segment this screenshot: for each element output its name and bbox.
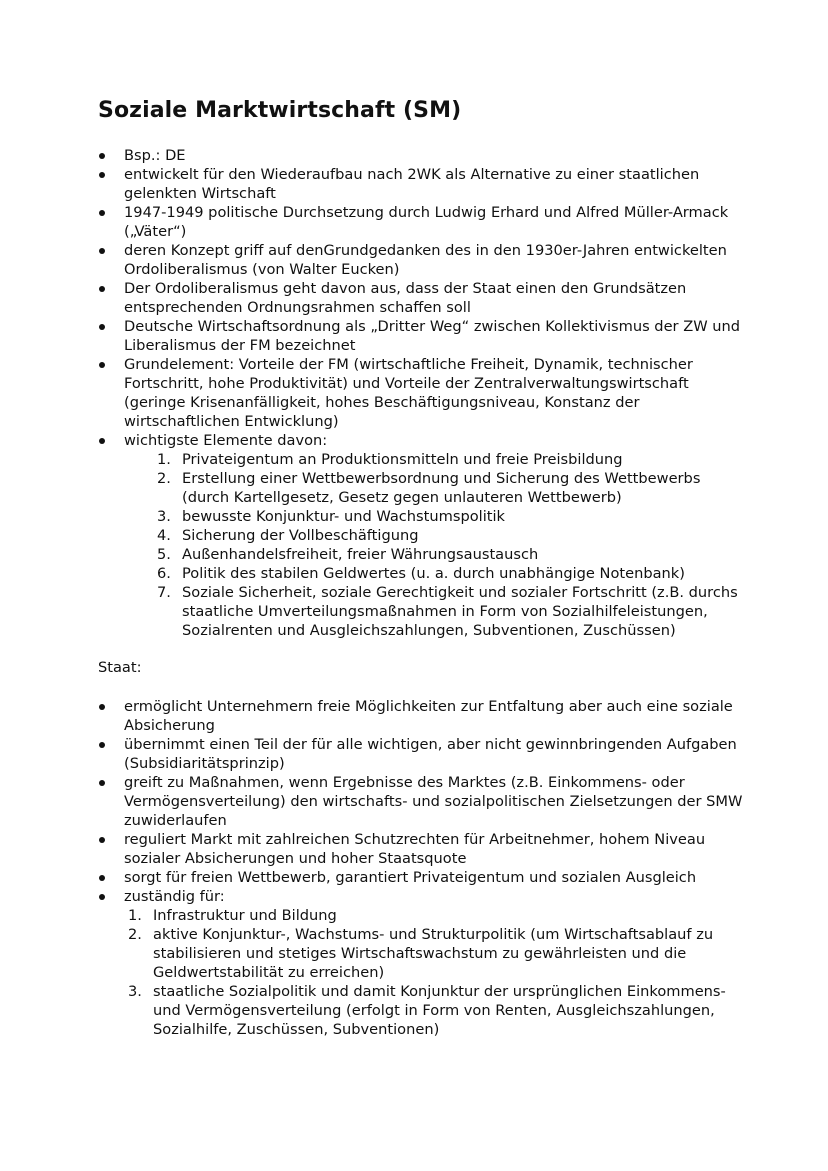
item-number: 2.: [128, 926, 142, 943]
item-number: 3.: [128, 983, 142, 1000]
numbered-item: [128, 906, 748, 925]
item-number: 7.: [157, 584, 171, 601]
numbered-item: [157, 507, 748, 526]
numbered-item: [157, 526, 748, 545]
list-item: greift zu Maßnahmen, wenn Ergebnisse des Marktes (z.B. Einkommens- oder Vermögensverteilung) den wirtschafts- und sozialpolitischen Zielsetzungen der SMW zuwiderlaufen: [98, 773, 748, 830]
list-item-text: wichtigste Elemente davon:: [124, 432, 328, 449]
list-item: ermöglicht Unternehmern freie Möglichkeiten zur Entfaltung aber auch eine soziale Absicherung: [98, 697, 748, 735]
numbered-item: [157, 469, 748, 507]
item-number: 4.: [157, 527, 171, 544]
item-number: 3.: [157, 508, 171, 525]
list-item: Bsp.: DE: [98, 146, 748, 165]
item-text: Sicherung der Vollbeschäftigung: [182, 527, 419, 544]
numbered-item: [128, 925, 748, 982]
item-text: bewusste Konjunktur- und Wachstumspolitik: [182, 508, 505, 525]
list-item: entwickelt für den Wiederaufbau nach 2WK als Alternative zu einer staatlichen gelenkten Wirtschaft: [98, 165, 748, 203]
list-item: übernimmt einen Teil der für alle wichtigen, aber nicht gewinnbringenden Aufgaben (Subsidiaritätsprinzip): [98, 735, 748, 773]
list-item: sorgt für freien Wettbewerb, garantiert Privateigentum und sozialen Ausgleich: [98, 868, 748, 887]
list-item: reguliert Markt mit zahlreichen Schutzrechten für Arbeitnehmer, hohem Niveau sozialer Absicherungen und hoher Staatsquote: [98, 830, 748, 868]
item-text: Privateigentum an Produktionsmitteln und freie Preisbildung: [182, 451, 623, 468]
sm-bullet-list: [98, 146, 748, 640]
item-text: Politik des stabilen Geldwertes (u. a. durch unabhängige Notenbank): [182, 565, 685, 582]
item-text: Außenhandelsfreiheit, freier Währungsaustausch: [182, 546, 539, 563]
list-item: [98, 431, 748, 640]
page-title: Soziale Marktwirtschaft (SM): [98, 98, 462, 123]
list-item: Grundelement: Vorteile der FM (wirtschaftliche Freiheit, Dynamik, technischer Fortschritt, hohe Produktivität) und Vorteile der Zentralverwaltungswirtschaft (geringe Krisenanfälligkeit, hohes Beschäftigungsniveau, Konstanz der wirtschaftlichen Entwicklung): [98, 355, 748, 431]
list-item-text: zuständig für:: [124, 888, 225, 905]
item-number: 6.: [157, 565, 171, 582]
item-text: Infrastruktur und Bildung: [153, 907, 337, 924]
item-text: aktive Konjunktur-, Wachstums- und Strukturpolitik (um Wirtschaftsablauf zu stabilisieren und stetiges Wirtschaftswachstum zu gewährleisten und die Geldwertstabilität zu erreichen): [153, 926, 714, 981]
elements-numbered-list: [157, 450, 748, 640]
item-text: Soziale Sicherheit, soziale Gerechtigkeit und sozialer Fortschritt (z.B. durchs staatliche Umverteilungsmaßnahmen in Form von Sozialhilfeleistungen, Sozialrenten und Ausgleichszahlungen, Subventionen, Zuschüssen): [182, 584, 738, 639]
staat-label: Staat:: [98, 659, 142, 676]
staat-bullet-list: [98, 697, 748, 1039]
list-item: [98, 887, 748, 1039]
list-item: Deutsche Wirtschaftsordnung als „Dritter Weg“ zwischen Kollektivismus der ZW und Liberalismus der FM bezeichnet: [98, 317, 748, 355]
list-item: 1947-1949 politische Durchsetzung durch Ludwig Erhard und Alfred Müller-Armack („Väter“): [98, 203, 748, 241]
item-number: 1.: [128, 907, 142, 924]
numbered-item: [128, 982, 748, 1039]
item-number: 5.: [157, 546, 171, 563]
list-item: deren Konzept griff auf denGrundgedanken des in den 1930er-Jahren entwickelten Ordoliberalismus (von Walter Eucken): [98, 241, 748, 279]
list-item: Der Ordoliberalismus geht davon aus, dass der Staat einen den Grundsätzen entsprechenden Ordnungsrahmen schaffen soll: [98, 279, 748, 317]
tasks-numbered-list: [128, 906, 748, 1039]
item-text: Erstellung einer Wettbewerbsordnung und Sicherung des Wettbewerbs (durch Kartellgesetz, Gesetz gegen unlauteren Wettbewerb): [182, 470, 701, 506]
item-number: 2.: [157, 470, 171, 487]
numbered-item: [157, 545, 748, 564]
document-page: [98, 96, 748, 1039]
numbered-item: [157, 583, 748, 640]
item-number: 1.: [157, 451, 171, 468]
numbered-item: [157, 450, 748, 469]
numbered-item: [157, 564, 748, 583]
item-text: staatliche Sozialpolitik und damit Konjunktur der ursprünglichen Einkommens- und Vermögensverteilung (erfolgt in Form von Renten, Ausgleichszahlungen, Sozialhilfe, Zuschüssen, Subventionen): [153, 983, 726, 1038]
